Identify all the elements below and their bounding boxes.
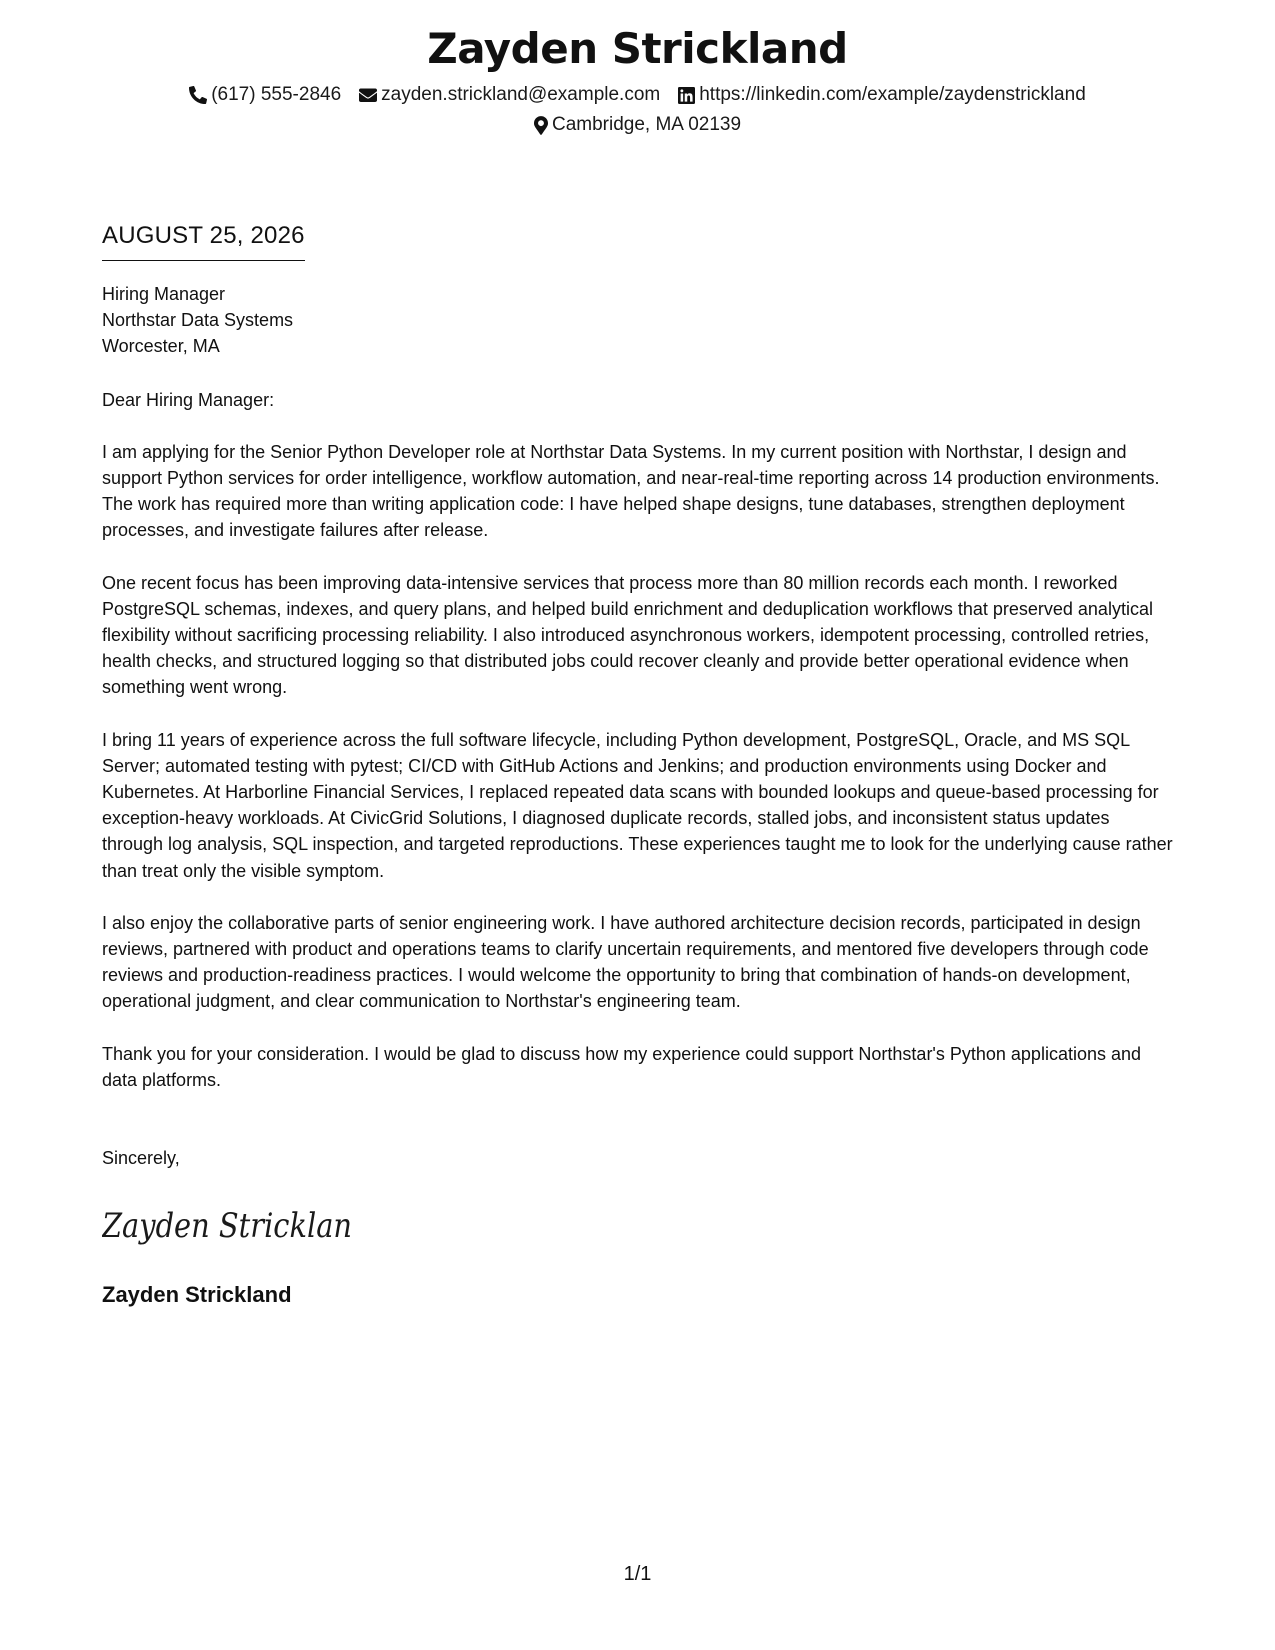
recipient-company: Northstar Data Systems <box>102 310 294 331</box>
body-paragraph: I also enjoy the collaborative parts of senior engineering work. I have authored architecture decision records, participated in design reviews, partnered with product and operations teams to clarify uncertain requirements, and mentored five developers through code reviews and production-readiness practices. I would welcome the opportunity to bring that combination of hands-on development, operational judgment, and clear communication to Northstar's engineering team. <box>102 912 1149 1012</box>
body-paragraph: I am applying for the Senior Python Developer role at Northstar Data Systems. In my current position with Northstar, I design and support Python services for order intelligence, workflow automation, and near-real-time reporting across 14 production environments. The work has required more than writing application code: I have helped shape designs, tune databases, strengthen deployment processes, and investigate failures after release. <box>102 441 1160 541</box>
envelope-icon <box>359 88 377 103</box>
closing: Sincerely, <box>102 1148 180 1169</box>
body-paragraph: One recent focus has been improving data-intensive services that process more than 80 million records each month. I reworked PostgreSQL schemas, indexes, and query plans, and helped build enrichment and deduplication workflows that preserved analytical flexibility without sacrificing processing reliability. I also introduced asynchronous workers, idempotent processing, controlled retries, health checks, and structured logging so that distributed jobs could recover cleanly and provide better operational evidence when something went wrong. <box>102 572 1153 698</box>
contact-phone <box>189 80 341 110</box>
letter-body <box>102 218 1174 1311</box>
signature-image <box>102 1199 372 1255</box>
handwritten-signature <box>102 1199 1174 1255</box>
linkedin-url: https://linkedin.com/example/zaydenstrickland <box>699 84 1086 105</box>
body-paragraph: Thank you for your consideration. I would be glad to discuss how my experience could support Northstar's Python applications and data platforms. <box>102 1043 1142 1090</box>
salutation: Dear Hiring Manager: <box>102 389 275 410</box>
map-pin-icon <box>534 116 548 135</box>
contact-email[interactable] <box>359 80 660 110</box>
contact-row-secondary <box>0 110 1275 140</box>
email-address: zayden.strickland@example.com <box>381 84 661 105</box>
recipient-title: Hiring Manager <box>102 284 226 304</box>
contact-row-primary <box>0 80 1275 110</box>
recipient-block <box>102 281 1174 360</box>
page-number: 1/1 <box>623 1563 652 1585</box>
contact-linkedin[interactable] <box>678 80 1086 110</box>
letter-header <box>0 18 1275 140</box>
body-paragraph: I bring 11 years of experience across the full software lifecycle, including Python development, PostgreSQL, Oracle, and MS SQL Server; automated testing with pytest; CI/CD with GitHub Actions and Jenkins; and production environments using Docker and Kubernetes. At Harborline Financial Services, I replaced repeated data scans with bounded lookups and queue-based processing for exception-heavy workloads. At CivicGrid Solutions, I diagnosed duplicate records, stalled jobs, and inconsistent status updates through log analysis, SQL inspection, and targeted reproductions. These experiences taught me to look for the underlying cause rather than treat only the visible symptom. <box>102 729 1173 881</box>
recipient-location: Worcester, MA <box>102 336 220 357</box>
contact-location <box>534 110 741 140</box>
letter-date: AUGUST 25, 2026 <box>102 218 305 261</box>
svg-text:Zayden Stricklan: Zayden Stricklan <box>102 1206 352 1247</box>
linkedin-icon <box>678 87 695 104</box>
applicant-name: Zayden Strickland <box>427 24 848 73</box>
phone-icon <box>189 86 207 104</box>
signer-name: Zayden Strickland <box>102 1282 292 1308</box>
location-text: Cambridge, MA 02139 <box>551 114 742 135</box>
phone-number: (617) 555-2846 <box>211 84 342 105</box>
